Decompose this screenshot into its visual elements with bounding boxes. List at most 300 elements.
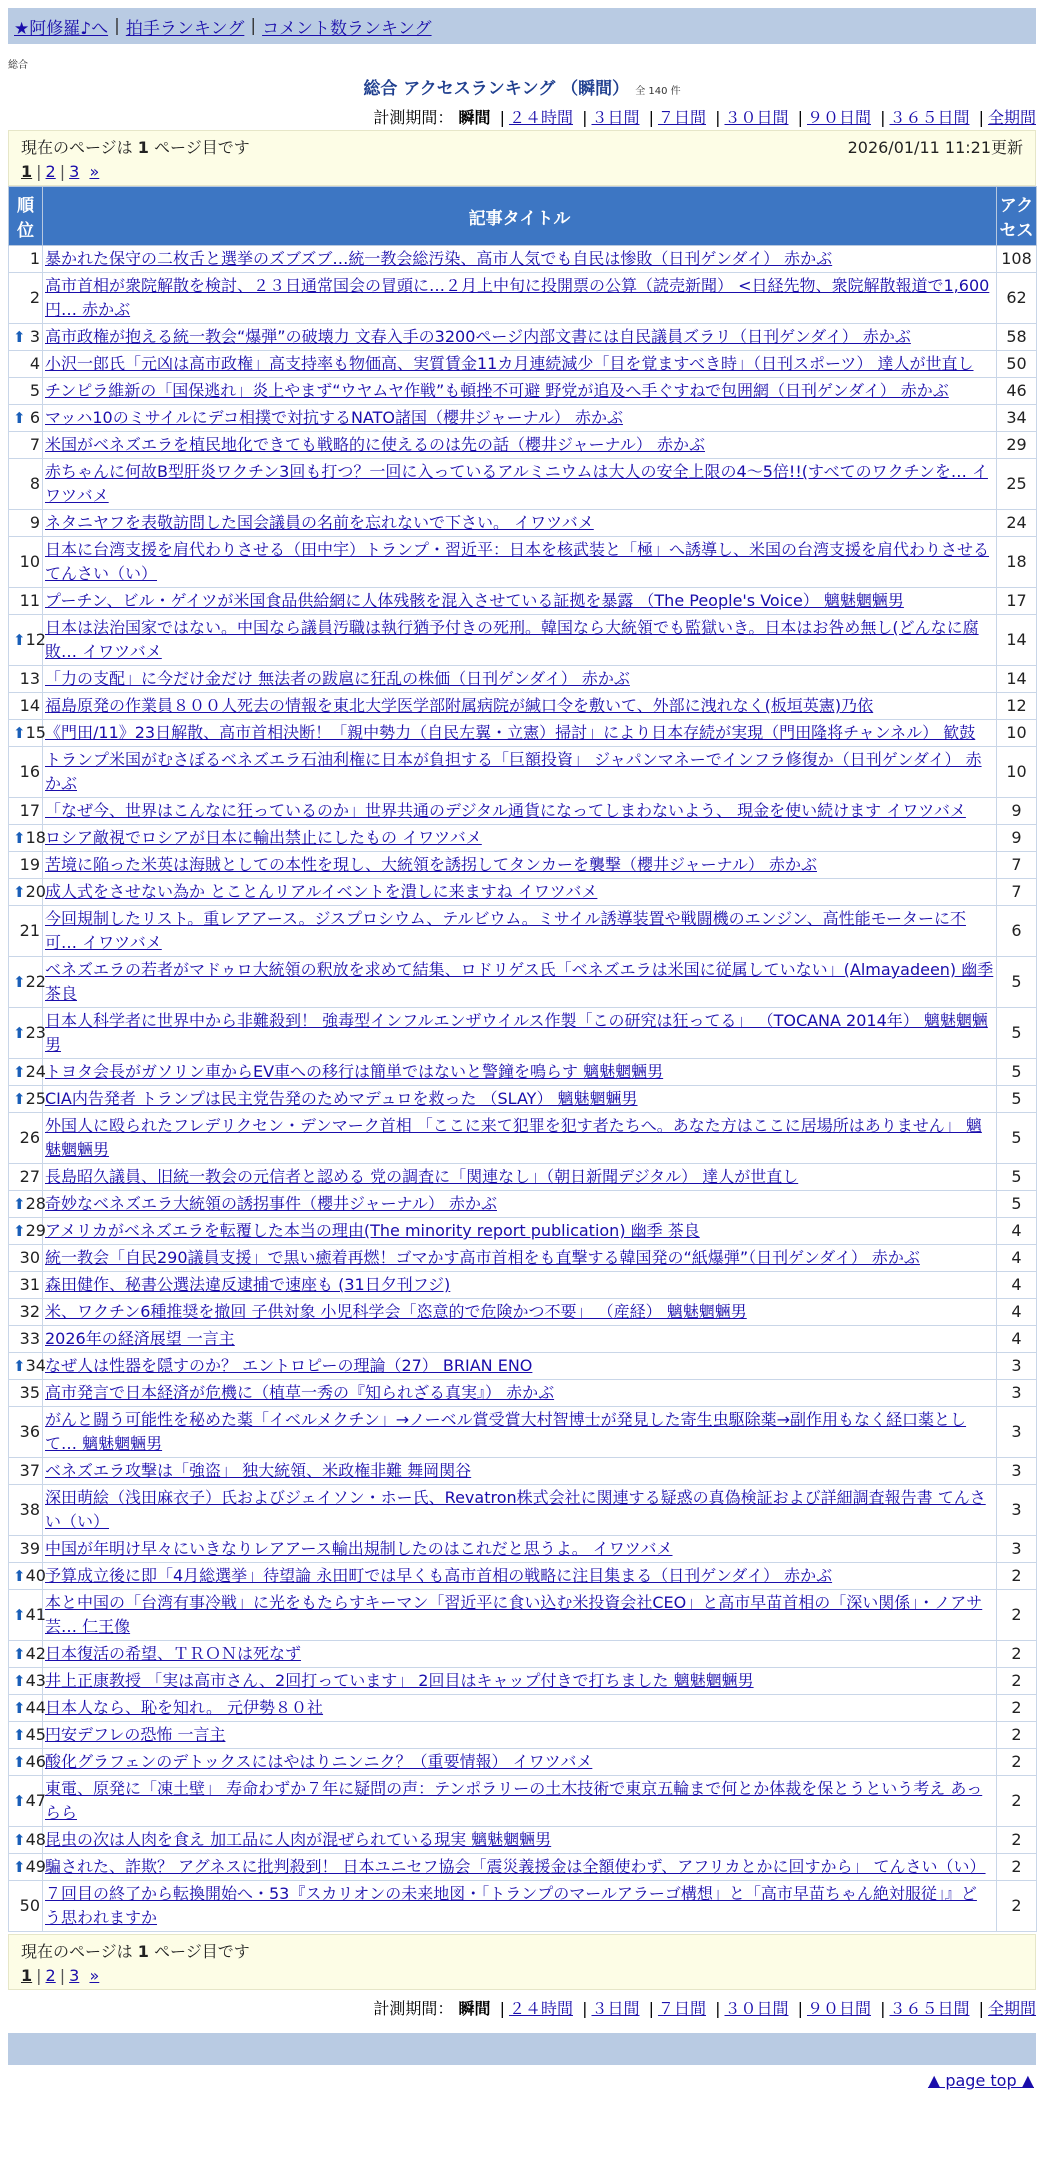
- table-row: [9, 957, 1037, 1008]
- article-link[interactable]: マッハ10のミサイルにデコ相撲で対抗するNATO諸国（櫻井ジャーナル） 赤かぶ: [45, 408, 623, 427]
- access-count: 5: [997, 1008, 1037, 1059]
- access-count: 62: [997, 273, 1037, 324]
- table-row: [9, 825, 1037, 852]
- rank-number: 50: [19, 1896, 40, 1915]
- table-row: [9, 1245, 1037, 1272]
- comment-ranking-link[interactable]: コメント数ランキング: [262, 18, 432, 39]
- access-count: 2: [997, 1827, 1037, 1854]
- article-link[interactable]: ベネズエラ攻撃は「強盗」 独大統領、米政権非難 舞岡関谷: [45, 1461, 472, 1480]
- period-link-all[interactable]: 全期間: [987, 1999, 1036, 2018]
- access-count: 3: [997, 1353, 1037, 1380]
- pager-top: 現在のページは 1 ページ目です 2026/01/11 11:21更新 1 | 2 | 3 »: [8, 130, 1036, 186]
- rank-number: 27: [19, 1167, 40, 1186]
- access-count: 9: [997, 825, 1037, 852]
- rank-number: 6: [29, 408, 40, 427]
- period-link-all[interactable]: 全期間: [987, 108, 1036, 127]
- title-cell: [43, 879, 997, 906]
- ranking-rows: [9, 246, 1037, 1932]
- rank-number: 18: [25, 828, 46, 847]
- rank-up-arrow-icon: ⬆: [13, 973, 26, 991]
- access-count: 14: [997, 615, 1037, 666]
- article-link[interactable]: プーチン、ビル・ゲイツが米国食品供給網に人体残骸を混入させている証拠を暴露 （The People's Voice） 魑魅魍魎男: [45, 591, 904, 610]
- access-count: 14: [997, 666, 1037, 693]
- updated-time: 2026/01/11 11:21更新: [847, 138, 1023, 157]
- rank-number: 40: [25, 1566, 46, 1585]
- access-count: 5: [997, 957, 1037, 1008]
- title-cell: [43, 1008, 997, 1059]
- bottom-bar: [8, 2033, 1036, 2065]
- rank-header: 順位: [9, 187, 43, 246]
- article-link[interactable]: 井上正康教授 「実は高市さん、2回打っています」 2回目はキャップ付きで打ちました 魑魅魍魎男: [45, 1671, 754, 1690]
- rank-number: 48: [25, 1830, 46, 1849]
- period-link-30d[interactable]: ３０日間: [724, 108, 789, 127]
- title-cell: [43, 1827, 997, 1854]
- rank-number: 17: [19, 801, 40, 820]
- rank-number: 10: [19, 552, 40, 571]
- table-row: [9, 1086, 1037, 1113]
- rank-cell: [9, 246, 43, 273]
- rank-cell: [9, 1458, 43, 1485]
- rank-cell: [9, 1380, 43, 1407]
- title-cell: [43, 1563, 997, 1590]
- rank-up-arrow-icon: ⬆: [13, 328, 26, 346]
- article-link[interactable]: 苦境に陥った米英は海賊としての本性を現し、大統領を誘拐してタンカーを襲撃（櫻井ジャーナル） 赤かぶ: [45, 855, 817, 874]
- category-tag: 総合: [8, 60, 28, 71]
- period-link-3d[interactable]: ３日間: [591, 1999, 640, 2018]
- article-link[interactable]: 日本人なら、恥を知れ。 元伊勢８０社: [45, 1698, 324, 1717]
- access-count: 4: [997, 1218, 1037, 1245]
- access-count: 50: [997, 351, 1037, 378]
- title-cell: [43, 1881, 997, 1932]
- rank-cell: [9, 906, 43, 957]
- article-link[interactable]: 2026年の経済展望 一言主: [45, 1329, 235, 1348]
- period-current: 瞬間: [458, 1999, 491, 2018]
- page-top-link[interactable]: ▲ page top ▲: [927, 2071, 1034, 2090]
- title-cell: [43, 510, 997, 537]
- article-link[interactable]: トランプ米国がむさぼるベネズエラ石油利権に日本が負担する「巨額投資」 ジャパンマネーでインフラ修復か（日刊ゲンダイ） 赤かぶ: [45, 750, 982, 793]
- period-link-365d[interactable]: ３６５日間: [889, 108, 970, 127]
- article-link[interactable]: 「なぜ今、世界はこんなに狂っているのか」世界共通のデジタル通貨になってしまわないよう、 現金を使い続けます イワツバメ: [45, 801, 966, 820]
- article-link[interactable]: 外国人に殴られたフレデリクセン・デンマーク首相 「ここに来て犯罪を犯す者たちへ。あなた方はここに居場所はありません」 魑魅魍魎男: [45, 1116, 982, 1159]
- title-cell: [43, 747, 997, 798]
- table-row: [9, 1881, 1037, 1932]
- access-count: 2: [997, 1776, 1037, 1827]
- rank-cell: [9, 378, 43, 405]
- table-row: [9, 1059, 1037, 1086]
- rank-number: 15: [25, 723, 46, 742]
- table-row: [9, 1407, 1037, 1458]
- title-cell: [43, 1164, 997, 1191]
- rank-number: 28: [25, 1194, 46, 1213]
- access-count: 17: [997, 588, 1037, 615]
- rank-cell: [9, 351, 43, 378]
- rank-number: 39: [19, 1539, 40, 1558]
- access-count: 2: [997, 1695, 1037, 1722]
- title-cell: [43, 1245, 997, 1272]
- current-page-text: 現在のページは 1 ページ目です: [21, 138, 250, 157]
- title-cell: [43, 1458, 997, 1485]
- rank-up-arrow-icon: ⬆: [13, 1792, 26, 1810]
- rank-cell: [9, 273, 43, 324]
- rank-cell: [9, 852, 43, 879]
- title-cell: [43, 1485, 997, 1536]
- title-cell: [43, 405, 997, 432]
- article-link[interactable]: 小沢一郎氏「元凶は高市政権」高支持率も物価高、実質賃金11カ月連続減少「目を覚ますべき時」（日刊スポーツ） 達人が世直し: [45, 354, 974, 373]
- table-row: [9, 1272, 1037, 1299]
- access-count: 46: [997, 378, 1037, 405]
- rank-cell: [9, 1590, 46, 1641]
- rank-cell: [9, 1485, 43, 1536]
- article-link[interactable]: ベネズエラの若者がマドゥロ大統領の釈放を求めて結集、ロドリゲス氏「ベネズエラは米国に従属していない」(Almayadeen) 幽季 茶良: [45, 960, 994, 1003]
- article-link[interactable]: 日本は法治国家ではない。中国なら議員汚職は執行猶予付きの死刑。韓国なら大統領でも監獄いき。日本はお咎め無し(どんなに腐敗… イワツバメ: [45, 618, 979, 661]
- table-row: [9, 1722, 1037, 1749]
- rank-up-arrow-icon: ⬆: [13, 1024, 26, 1042]
- nav-separator: |: [250, 16, 257, 36]
- article-link[interactable]: 統一教会「自民290議員支援」で黒い癒着再燃！ゴマかす高市首相をも直撃する韓国発の“紙爆弾”（日刊ゲンダイ） 赤かぶ: [45, 1248, 920, 1267]
- next-page-link[interactable]: »: [89, 162, 100, 181]
- rank-number: 13: [19, 669, 40, 688]
- page-link-3[interactable]: 3: [69, 1966, 80, 1985]
- rank-up-arrow-icon: ⬆: [13, 1606, 26, 1624]
- article-link[interactable]: 円安デフレの恐怖 一言主: [45, 1725, 226, 1744]
- title-cell: [43, 588, 997, 615]
- rank-number: 36: [19, 1422, 40, 1441]
- title-cell: [43, 1086, 997, 1113]
- title-cell: [43, 825, 997, 852]
- page-title: [0, 74, 1044, 99]
- article-link[interactable]: 酸化グラフェンのデトックスにはやはりニンニク？（重要情報） イワツバメ: [45, 1752, 593, 1771]
- title-cell: [43, 957, 997, 1008]
- article-link[interactable]: 森田健作、秘書公選法違反逮捕で速座も (31日夕刊フジ): [45, 1275, 451, 1294]
- access-count: 3: [997, 1380, 1037, 1407]
- period-link-7d[interactable]: ７日間: [657, 108, 706, 127]
- rank-cell: [9, 666, 43, 693]
- rank-number: 47: [25, 1791, 46, 1810]
- article-link[interactable]: 日本人科学者に世界中から非難殺到！ 強毒型インフルエンザウイルス作製「この研究は狂ってる」 （TOCANA 2014年） 魑魅魍魎男: [45, 1011, 988, 1054]
- rank-cell: [9, 747, 43, 798]
- article-link[interactable]: 高市発言で日本経済が危機に（植草一秀の『知られざる真実』） 赤かぶ: [45, 1383, 555, 1402]
- table-row: [9, 1776, 1037, 1827]
- period-link-90d[interactable]: ９０日間: [806, 1999, 871, 2018]
- home-link[interactable]: ★阿修羅♪へ: [14, 18, 109, 39]
- rank-cell: [9, 798, 43, 825]
- rank-cell: [9, 1245, 43, 1272]
- rank-up-arrow-icon: ⬆: [13, 1726, 26, 1744]
- title-cell: [43, 906, 997, 957]
- rank-number: 44: [25, 1698, 46, 1717]
- rank-cell: [9, 1881, 43, 1932]
- rank-cell: [9, 1113, 43, 1164]
- article-link[interactable]: なぜ人は性器を隠すのか？ エントロピーの理論（27） BRIAN ENO: [45, 1356, 533, 1375]
- rank-number: 21: [19, 921, 40, 940]
- article-link[interactable]: 暴かれた保守の二枚舌と選挙のズブズブ…統一教会総汚染、高市人気でも自民は惨敗（日刊ゲンダイ） 赤かぶ: [45, 249, 833, 268]
- table-row: [9, 324, 1037, 351]
- table-row: [9, 1563, 1037, 1590]
- article-link[interactable]: 高市政権が抱える統一教会“爆弾”の破壊力 文春入手の3200ページ内部文書には自民議員ズラリ（日刊ゲンダイ） 赤かぶ: [45, 327, 911, 346]
- table-row: [9, 1008, 1037, 1059]
- access-count: 9: [997, 798, 1037, 825]
- article-link[interactable]: ７回目の終了から転換開始へ・53『スカリオンの未来地図・「トランプのマールアラーゴ構想」と「高市早苗ちゃん絶対服従」』ど う思われますか: [45, 1884, 977, 1927]
- title-cell: [43, 1854, 997, 1881]
- table-row: [9, 432, 1037, 459]
- title-cell: [43, 1326, 997, 1353]
- article-link[interactable]: ロシア敵視でロシアが日本に輸出禁止にしたもの イワツバメ: [45, 828, 482, 847]
- article-link[interactable]: 成人式をさせない為か とことんリアルイベントを潰しに来ますね イワツバメ: [45, 882, 598, 901]
- title-cell: [43, 1536, 997, 1563]
- rank-number: 41: [25, 1605, 46, 1624]
- article-link[interactable]: 福島原発の作業員８００人死去の情報を東北大学医学部附属病院が緘口令を敷いて、外部に洩れなく(板垣英憲)乃依: [45, 696, 874, 715]
- item-count: 全 140 件: [635, 86, 681, 97]
- rank-number: 22: [25, 972, 46, 991]
- period-selector-top: 計測期間： 瞬間 | ２４時間 | ３日間 | ７日間 | ３０日間 | ９０日間 | ３６５日間 | 全期間: [373, 108, 1036, 127]
- top-nav-bar: [8, 8, 1036, 44]
- period-link-24h[interactable]: ２４時間: [508, 1999, 573, 2018]
- article-link[interactable]: 《門田/11》23日解散、高市首相決断！「親中勢力（自民左翼・立憲）掃討」により日本存続が実現（門田隆将チャンネル） 歓鼓: [45, 723, 976, 742]
- rank-number: 29: [25, 1221, 46, 1240]
- rank-up-arrow-icon: ⬆: [13, 1645, 26, 1663]
- rank-number: 4: [29, 354, 40, 373]
- rank-number: 8: [29, 474, 40, 493]
- table-row: [9, 1164, 1037, 1191]
- table-row: [9, 1827, 1037, 1854]
- title-cell: [43, 324, 997, 351]
- rank-cell: [9, 459, 43, 510]
- rank-cell: [9, 1854, 46, 1881]
- rank-cell: [9, 588, 43, 615]
- page-link-2[interactable]: 2: [45, 162, 56, 181]
- access-count: 3: [997, 1485, 1037, 1536]
- table-row: [9, 1641, 1037, 1668]
- article-link[interactable]: 騙された、詐欺？ アグネスに批判殺到！ 日本ユニセフ協会「震災義援金は全額使わず、アフリカとかに回すから」 てんさい（い）: [45, 1857, 986, 1876]
- rank-number: 49: [25, 1857, 46, 1876]
- rank-up-arrow-icon: ⬆: [13, 1567, 26, 1585]
- title-cell: [43, 1722, 997, 1749]
- page-link-1[interactable]: 1: [21, 1966, 33, 1985]
- rank-cell: [9, 693, 43, 720]
- rank-number: 35: [19, 1383, 40, 1402]
- rank-number: 16: [19, 762, 40, 781]
- table-row: [9, 1353, 1037, 1380]
- article-link[interactable]: 予算成立後に即「4月総選挙」待望論 永田町では早くも高市首相の戦略に注目集まる（日刊ゲンダイ） 赤かぶ: [45, 1566, 833, 1585]
- rank-up-arrow-icon: ⬆: [13, 1753, 26, 1771]
- table-row: [9, 1590, 1037, 1641]
- rank-up-arrow-icon: ⬆: [13, 1672, 26, 1690]
- rank-cell: [9, 615, 46, 666]
- period-link-7d[interactable]: ７日間: [657, 1999, 706, 2018]
- article-link[interactable]: 中国が年明け早々にいきなりレアアース輸出規制したのはこれだと思うよ。 イワツバメ: [45, 1539, 673, 1558]
- access-count: 5: [997, 1113, 1037, 1164]
- title-cell: [43, 1590, 997, 1641]
- rank-cell: [9, 1218, 46, 1245]
- rank-up-arrow-icon: ⬆: [13, 1357, 26, 1375]
- rank-up-arrow-icon: ⬆: [13, 1858, 26, 1876]
- rank-up-arrow-icon: ⬆: [13, 1063, 26, 1081]
- rank-number: 46: [25, 1752, 46, 1771]
- article-link[interactable]: 日本復活の希望、ＴＲＯＮは死なず: [45, 1644, 302, 1663]
- rank-number: 45: [25, 1725, 46, 1744]
- rank-cell: [9, 1272, 43, 1299]
- article-link[interactable]: 「力の支配」に今だけ金だけ 無法者の跋扈に狂乱の株価（日刊ゲンダイ） 赤かぶ: [45, 669, 630, 688]
- next-page-link[interactable]: »: [89, 1966, 100, 1985]
- period-link-90d[interactable]: ９０日間: [806, 108, 871, 127]
- page-link-2[interactable]: 2: [45, 1966, 56, 1985]
- rank-number: 23: [25, 1023, 46, 1042]
- table-row: [9, 720, 1037, 747]
- access-count: 4: [997, 1326, 1037, 1353]
- table-row: [9, 666, 1037, 693]
- access-count: 4: [997, 1299, 1037, 1326]
- access-count: 2: [997, 1668, 1037, 1695]
- article-link[interactable]: 奇妙なベネズエラ大統領の誘拐事件（櫻井ジャーナル） 赤かぶ: [45, 1194, 497, 1213]
- rank-cell: [9, 1353, 46, 1380]
- table-row: [9, 1458, 1037, 1485]
- article-link[interactable]: 今回規制したリスト。重レアアース。ジスプロシウム、テルビウム。ミサイル誘導装置や戦闘機のエンジン、高性能モーターに不可… イワツバメ: [45, 909, 966, 952]
- article-link[interactable]: アメリカがベネズエラを転覆した本当の理由(The minority report publication) 幽季 茶良: [45, 1221, 700, 1240]
- rank-cell: [9, 957, 46, 1008]
- table-row: [9, 1218, 1037, 1245]
- rank-cell: [9, 1695, 46, 1722]
- rank-cell: [9, 1008, 46, 1059]
- table-row: [9, 1485, 1037, 1536]
- title-cell: [43, 852, 997, 879]
- article-link[interactable]: トヨタ会長がガソリン車からEV車への移行は簡単ではないと警鐘を鳴らす 魑魅魍魎男: [45, 1062, 664, 1081]
- table-row: [9, 798, 1037, 825]
- access-count: 24: [997, 510, 1037, 537]
- rank-cell: [9, 1563, 46, 1590]
- title-cell: [43, 537, 997, 588]
- period-link-30d[interactable]: ３０日間: [724, 1999, 789, 2018]
- rank-cell: [9, 1722, 46, 1749]
- access-count: 2: [997, 1854, 1037, 1881]
- access-count: 2: [997, 1590, 1037, 1641]
- table-row: [9, 510, 1037, 537]
- period-label: 計測期間：: [373, 108, 454, 127]
- article-link[interactable]: 東電、原発に「凍土壁」 寿命わずか７年に疑問の声：テンポラリーの土木技術で東京五輪まで何とか体裁を保とうという考え あっらら: [45, 1779, 983, 1822]
- article-link[interactable]: ネタニヤフを表敬訪問した国会議員の名前を忘れないで下さい。 イワツバメ: [45, 513, 594, 532]
- page-link-3[interactable]: 3: [69, 162, 80, 181]
- period-link-365d[interactable]: ３６５日間: [889, 1999, 970, 2018]
- clap-ranking-link[interactable]: 拍手ランキング: [125, 18, 245, 39]
- rank-number: 37: [19, 1461, 40, 1480]
- access-count: 2: [997, 1749, 1037, 1776]
- period-label: 計測期間：: [373, 1999, 454, 2018]
- article-link[interactable]: 本と中国の「台湾有事冷戦」に光をもたらすキーマン「習近平に食い込む米投資会社CEO」と高市早苗首相の「深い関係」・ノアサ芸… 仁王像: [45, 1593, 983, 1636]
- title-cell: [43, 378, 997, 405]
- access-count: 29: [997, 432, 1037, 459]
- article-link[interactable]: 昆虫の次は人肉を食え 加工品に人肉が混ぜられている現実 魑魅魍魎男: [45, 1830, 552, 1849]
- rank-number: 1: [29, 249, 40, 268]
- nav-separator: |: [114, 16, 120, 36]
- article-link[interactable]: 米国がベネズエラを植民地化できても戦略的に使えるのは先の話（櫻井ジャーナル） 赤かぶ: [45, 435, 705, 454]
- article-link[interactable]: 長島昭久議員、旧統一教会の元信者と認める 党の調査に「関連なし」（朝日新聞デジタル） 達人が世直し: [45, 1167, 799, 1186]
- access-count: 4: [997, 1245, 1037, 1272]
- rank-number: 7: [29, 435, 40, 454]
- page-link-1[interactable]: 1: [21, 162, 33, 181]
- access-count: 2: [997, 1881, 1037, 1932]
- rank-number: 34: [25, 1356, 46, 1375]
- rank-number: 30: [19, 1248, 40, 1267]
- rank-number: 5: [29, 381, 40, 400]
- period-current: 瞬間: [458, 108, 491, 127]
- rank-cell: [9, 825, 46, 852]
- title-cell: [43, 1380, 997, 1407]
- rank-cell: [9, 720, 46, 747]
- access-count: 6: [997, 906, 1037, 957]
- rank-cell: [9, 537, 43, 588]
- article-link[interactable]: 深田萌絵（浅田麻衣子）氏およびジェイソン・ホー氏、Revatron株式会社に関連する疑惑の真偽検証および詳細調査報告書 てんさい（い）: [45, 1488, 986, 1531]
- table-row: [9, 615, 1037, 666]
- rank-cell: [9, 1536, 43, 1563]
- title-cell: [43, 246, 997, 273]
- rank-up-arrow-icon: ⬆: [13, 883, 26, 901]
- table-row: [9, 1326, 1037, 1353]
- title-cell: [43, 720, 997, 747]
- rank-up-arrow-icon: ⬆: [13, 409, 26, 427]
- table-header-row: [9, 187, 1037, 246]
- article-link[interactable]: CIA内告発者 トランプは民主党告発のためマデュロを救った （SLAY） 魑魅魍魎男: [45, 1089, 638, 1108]
- rank-number: 25: [25, 1089, 46, 1108]
- rank-cell: [9, 1668, 46, 1695]
- title-cell: [43, 1776, 997, 1827]
- table-row: [9, 459, 1037, 510]
- title-cell: [43, 273, 997, 324]
- title-cell: [43, 1272, 997, 1299]
- access-count: 5: [997, 1086, 1037, 1113]
- title-cell: [43, 1113, 997, 1164]
- article-link[interactable]: 日本に台湾支援を肩代わりさせる（田中宇）トランプ・習近平：日本を核武装と「極」へ誘導し、米国の台湾支援を肩代わりさせる てんさい（い）: [45, 540, 990, 583]
- table-row: [9, 852, 1037, 879]
- title-cell: [43, 459, 997, 510]
- rank-number: 19: [19, 855, 40, 874]
- table-row: [9, 1113, 1037, 1164]
- ranking-table: [8, 186, 1037, 1932]
- access-count: 7: [997, 852, 1037, 879]
- rank-cell: [9, 1299, 43, 1326]
- rank-number: 38: [19, 1500, 40, 1519]
- access-count: 3: [997, 1407, 1037, 1458]
- article-link[interactable]: 高市首相が衆院解散を検討、２３日通常国会の冒頭に…２月上中旬に投開票の公算（読売新聞） <日経先物、衆院解散報道で1,600円… 赤かぶ: [45, 276, 990, 319]
- table-row: [9, 1668, 1037, 1695]
- access-count: 34: [997, 405, 1037, 432]
- period-link-3d[interactable]: ３日間: [591, 108, 640, 127]
- rank-cell: [9, 405, 43, 432]
- article-link[interactable]: 赤ちゃんに何故B型肝炎ワクチン3回も打つ？一回に入っているアルミニウムは大人の安全上限の4～5倍!!(すべてのワクチンを… イワツバメ: [45, 462, 988, 505]
- table-row: [9, 1854, 1037, 1881]
- table-row: [9, 747, 1037, 798]
- table-row: [9, 1299, 1037, 1326]
- ranking-title: 総合 アクセスランキング （瞬間）: [363, 79, 630, 99]
- period-link-24h[interactable]: ２４時間: [508, 108, 573, 127]
- rank-up-arrow-icon: ⬆: [13, 1090, 26, 1108]
- title-cell: [43, 1218, 997, 1245]
- rank-up-arrow-icon: ⬆: [13, 1195, 26, 1213]
- rank-number: 33: [19, 1329, 40, 1348]
- table-row: [9, 405, 1037, 432]
- article-link[interactable]: 米、ワクチン6種推奨を撤回 子供対象 小児科学会「恣意的で危険かつ不要」 （産経） 魑魅魍魎男: [45, 1302, 747, 1321]
- table-row: [9, 588, 1037, 615]
- pager-bottom: 現在のページは 1 ページ目です 1 | 2 | 3 »: [8, 1934, 1036, 1990]
- article-link[interactable]: がんと闘う可能性を秘めた薬「イベルメクチン」→ノーベル賞受賞大村智博士が発見した寄生虫駆除薬→副作用もなく経口薬として… 魑魅魍魎男: [45, 1410, 967, 1453]
- title-cell: [43, 1749, 997, 1776]
- rank-up-arrow-icon: ⬆: [13, 724, 26, 742]
- article-link[interactable]: チンピラ維新の「国保逃れ」炎上やまず“ウヤムヤ作戦”も頓挫不可避 野党が追及へ手ぐすねで包囲網（日刊ゲンダイ） 赤かぶ: [45, 381, 949, 400]
- rank-cell: [9, 1776, 46, 1827]
- access-count: 10: [997, 747, 1037, 798]
- rank-cell: [9, 879, 46, 906]
- rank-number: 14: [19, 696, 40, 715]
- title-cell: [43, 798, 997, 825]
- rank-number: 3: [29, 327, 40, 346]
